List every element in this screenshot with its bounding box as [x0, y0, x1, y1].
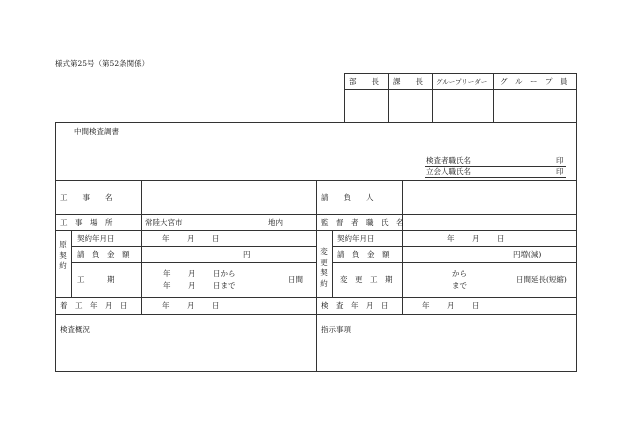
value-location-prefix: 常陸大宮市 — [145, 218, 183, 227]
doc-title: 中間検査調書 — [74, 127, 119, 136]
cd-year: 年 — [162, 234, 170, 243]
label-changed-contract-date: 契約年月日 — [337, 234, 375, 243]
cwp-days: 日間延長(短縮) — [516, 275, 567, 284]
label-work-name: 工 事 名 — [60, 193, 113, 202]
label-contract-date: 契約年月日 — [77, 234, 115, 243]
value-location-suffix: 地内 — [268, 218, 283, 227]
label-original-contract: 原契約 — [59, 240, 67, 270]
ccd-year: 年 — [447, 234, 455, 243]
label-contract-amount: 請 負 金 額 — [77, 250, 130, 259]
id-day: 日 — [472, 301, 480, 310]
wp-from: 日から — [213, 269, 236, 278]
label-contractor: 請 負 人 — [321, 193, 374, 202]
inspector-seal: 印 — [556, 156, 564, 165]
wp-from-year: 年 — [163, 269, 171, 278]
approval-group-member: グ ル ー プ 員 — [500, 77, 568, 86]
wp-days: 日間 — [288, 275, 303, 284]
cd-day: 日 — [212, 234, 220, 243]
id-year: 年 — [422, 301, 430, 310]
ccd-day: 日 — [497, 234, 505, 243]
approval-group-leader: グループリーダー — [436, 78, 488, 86]
label-work-period: 工 期 — [77, 275, 115, 284]
label-changed-contract: 変更契約 — [320, 247, 328, 288]
sd-month: 月 — [187, 301, 195, 310]
form-number: 様式第25号（第52条関係） — [55, 59, 150, 68]
label-work-location: 工 事 場 所 — [60, 218, 113, 227]
sd-year: 年 — [162, 301, 170, 310]
ccd-month: 月 — [472, 234, 480, 243]
cwp-to: まで — [452, 281, 467, 290]
label-inspection-date: 検 査 年 月 日 — [321, 301, 389, 310]
approval-kacho: 課 長 — [393, 77, 423, 86]
approval-bucho: 部 長 — [349, 77, 379, 86]
wp-from-month: 月 — [188, 269, 196, 278]
cwp-from: から — [452, 269, 467, 278]
label-inspection-status: 検査概況 — [60, 325, 90, 334]
wp-to-year: 年 — [163, 281, 171, 290]
amount-yen-change: 円増(減) — [513, 250, 542, 259]
inspector-label: 検査者職氏名 — [426, 156, 471, 165]
label-supervisor: 監 督 者 職 氏 名 — [321, 218, 404, 227]
cd-month: 月 — [187, 234, 195, 243]
label-changed-contract-amount: 請 負 金 額 — [337, 250, 390, 259]
label-start-date: 着 工 年 月 日 — [60, 301, 128, 310]
id-month: 月 — [447, 301, 455, 310]
label-instructions: 指示事項 — [321, 325, 351, 334]
sd-day: 日 — [212, 301, 220, 310]
witness-label: 立会人職氏名 — [426, 167, 471, 176]
amount-yen: 円 — [243, 250, 251, 259]
witness-seal: 印 — [556, 167, 564, 176]
wp-to-month: 月 — [188, 281, 196, 290]
label-changed-work-period: 変 更 工 期 — [340, 275, 393, 284]
wp-to: 日まで — [213, 281, 236, 290]
